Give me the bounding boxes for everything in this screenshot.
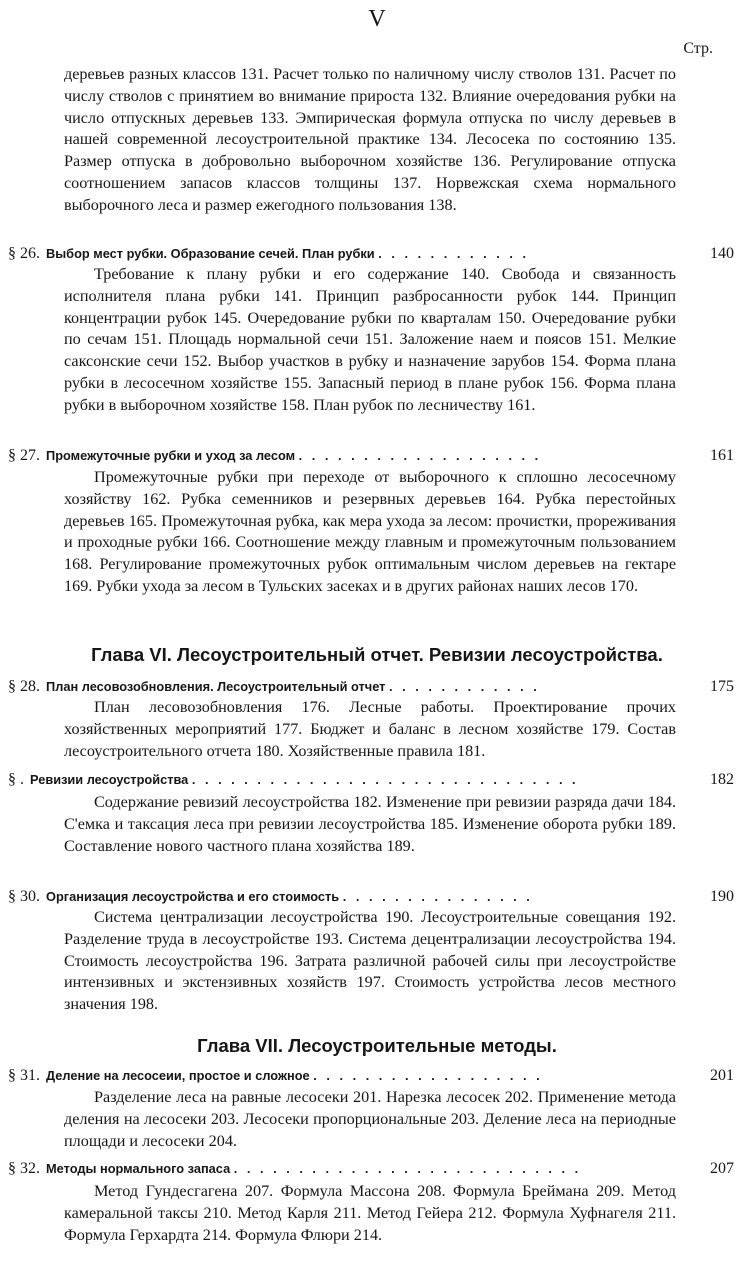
section-number: § 30. bbox=[8, 888, 40, 905]
section-number: § . bbox=[8, 771, 24, 788]
section-number: § 27. bbox=[8, 447, 40, 464]
toc-entry-32-heading[interactable] bbox=[8, 1159, 676, 1179]
toc-entry-28-text: План лесовозобновления 176. Лесные работы. Проектирование прочих хозяйственных мероприятий 177. Бюджет и баланс в лесном хозяйстве 179. Состав лесоустроительного отчета 180. Хозяйственные правила 181. bbox=[64, 698, 676, 760]
section-title: Выбор мест рубки. Образование сечей. План рубки bbox=[46, 246, 375, 261]
toc-entry-26-page: 140 bbox=[710, 245, 734, 262]
section-title: Промежуточные рубки и уход за лесом bbox=[46, 448, 296, 463]
toc-entry-32-page: 207 bbox=[710, 1160, 734, 1177]
toc-entry-26-text: Требование к плану рубки и его содержание 140. Свобода и связанность исполнителя плана рубки 141. Принцип разбросанности рубок 144. Принцип концентрации рубок 145. Очередование рубки по кварталам 150. Очередование рубки по сечам 151. Площадь нормальной сечи 151. Заложение наем и поясов 151. Мелкие саксонские сечи 152. Выбор участков в рубку и назначение зарубов 154. Форма плана рубки в лесосечном хозяйстве 155. Запасный период в плане рубок 156. Форма плана рубки в выборочном хозяйстве 158. План рубок по лесничеству 161. bbox=[64, 265, 676, 414]
toc-entry-31-page: 201 bbox=[710, 1067, 734, 1084]
chapter-7-heading: Глава VII. Лесоустроительные методы. bbox=[197, 1035, 557, 1056]
leader-dots: . . . . . . . . . . . . bbox=[378, 246, 530, 261]
section-title: Деление на лесосеии, простое и сложное bbox=[46, 1068, 310, 1083]
section-number: § 32. bbox=[8, 1160, 40, 1177]
section-title: Методы нормального запаса bbox=[46, 1161, 231, 1176]
leader-dots: . . . . . . . . . . . . . . . bbox=[342, 889, 533, 904]
section-number: § 31. bbox=[8, 1067, 40, 1084]
page-column-header: Стр. bbox=[683, 40, 713, 57]
section-number: § 26. bbox=[8, 245, 40, 262]
toc-entry-29-text: Содержание ревизий лесоустройства 182. Изменение при ревизии разряда дачи 184. С'емка и таксация леса при ревизии лесоустройства 185. Изменение оборота рубки 189. Составление нового частного плана хозяйства 189. bbox=[64, 793, 676, 855]
page-number: V bbox=[368, 6, 386, 32]
toc-entry-32-text: Метод Гундесгагена 207. Формула Массона 208. Формула Бреймана 209. Метод камеральной таксы 210. Метод Карля 211. Метод Гейера 212. Формула Хуфнагеля 211. Формула Герхардта 214. Формула Флюри 214. bbox=[64, 1182, 676, 1244]
leader-dots: . . . . . . . . . . . . bbox=[389, 679, 540, 694]
toc-entry-27-text: Промежуточные рубки при переходе от выборочного к сплошно лесосечному хозяйству 162. Рубка семенников и резервных деревьев 164. Рубка перестойных деревьев 165. Промежуточная рубка, как мера ухода за лесом: прочистки, прореживания и проходные рубки 166. Соотношение между главным и промежуточным пользованием 168. Регулирование промежуточных рубок оптимальным числом деревьев на гектаре 169. Рубки ухода за лесом в Тульских засеках и в других районах наших лесов 170. bbox=[64, 468, 676, 595]
leader-dots: . . . . . . . . . . . . . . . . . . . . . . . . . . . . . . bbox=[191, 772, 579, 787]
toc-entry-31-heading[interactable] bbox=[8, 1066, 676, 1086]
toc-entry-26-heading[interactable] bbox=[8, 244, 676, 264]
toc-entry-28-heading[interactable] bbox=[8, 677, 676, 697]
toc-entry-27-heading[interactable] bbox=[8, 446, 676, 466]
toc-entry-29-page: 182 bbox=[710, 771, 734, 788]
toc-entry-30-page: 190 bbox=[710, 888, 734, 905]
toc-entry-27-page: 161 bbox=[710, 447, 734, 464]
chapter-6-heading: Глава VI. Лесоустроительный отчет. Ревизии лесоустройства. bbox=[91, 644, 663, 665]
toc-entry-30-heading[interactable] bbox=[8, 887, 676, 907]
section-title: Организация лесоустройства и его стоимость bbox=[46, 889, 340, 904]
section-title: Ревизии лесоустройства bbox=[30, 772, 189, 787]
toc-entry-28-page: 175 bbox=[710, 678, 734, 695]
section-title: План лесовозобновления. Лесоустроительный отчет bbox=[46, 679, 386, 694]
toc-entry-30-text: Система централизации лесоустройства 190. Лесоустроительные совещания 192. Разделение труда в лесоустройстве 193. Система децентрализации лесоустройства 194. Стоимость лесоустройства 196. Затрата различной рабочей силы при лесоустройстве интензивных и экстензивных хозяйств 197. Стоимость устройства лесов местного значения 198. bbox=[64, 908, 676, 1014]
continuation-text: деревьев разных классов 131. Расчет только по наличному числу стволов 131. Расчет по числу стволов с принятием во внимание прироста 132. Влияние очередования рубки на число отпускных деревьев 133. Эмпирическая формула отпуска по числу деревьев в нашей современной лесоустроительной практике 134. Лесосека по состоянию 135. Размер отпуска в добровольно выборочном хозяйстве 136. Регулирование отпуска соотношением запасов классов толщины 137. Норвежская схема нормального выборочного леса и размер ежегодного пользования 138. bbox=[64, 65, 676, 214]
section-number: § 28. bbox=[8, 678, 40, 695]
leader-dots: . . . . . . . . . . . . . . . . . . . bbox=[298, 448, 542, 463]
toc-entry-29-heading[interactable] bbox=[8, 770, 676, 790]
leader-dots: . . . . . . . . . . . . . . . . . . . . . . . . . . . bbox=[233, 1161, 582, 1176]
leader-dots: . . . . . . . . . . . . . . . . . . bbox=[313, 1068, 543, 1083]
toc-entry-31-text: Разделение леса на равные лесосеки 201. Нарезка лесосек 202. Применение метода деления на лесосеки 203. Лесосеки пропорциональные 203. Деление леса на периодные площади и лесосеки 204. bbox=[64, 1088, 676, 1150]
